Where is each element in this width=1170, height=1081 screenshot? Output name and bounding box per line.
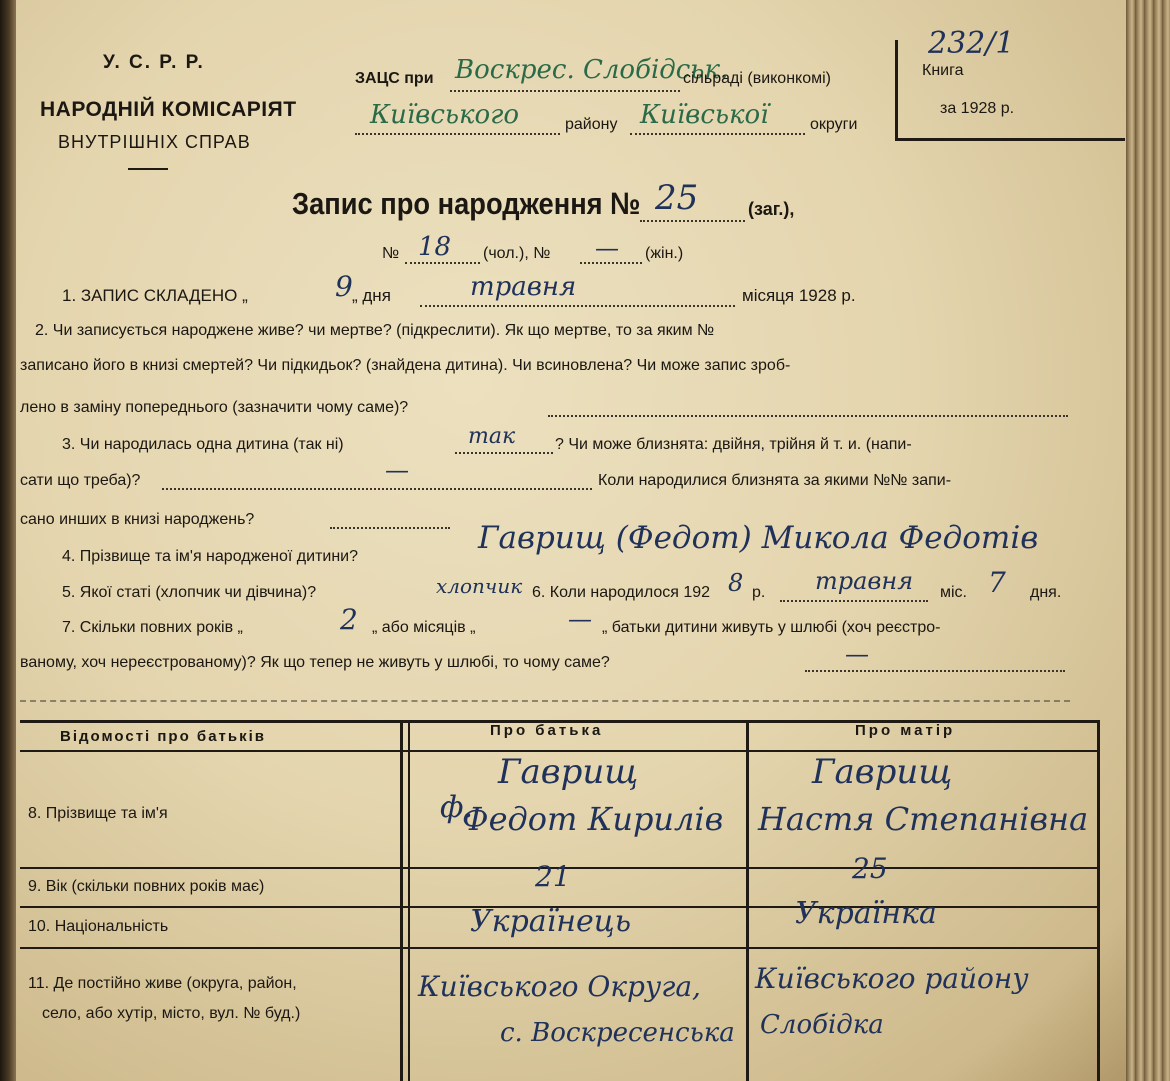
row10-mother-nationality: Українка <box>795 896 937 931</box>
table-right-border <box>1097 720 1100 1081</box>
row11-label-line2: село, або хутір, місто, вул. № буд.) <box>42 1005 301 1022</box>
zags-village-line <box>450 90 680 92</box>
q3-line3-fill <box>330 527 450 529</box>
book-box-left <box>895 40 898 140</box>
q4-label: 4. Прізвище та ім'я народженої дитини? <box>62 548 359 565</box>
q7-suffix: „ батьки дитини живуть у шлюбі (хоч реєстро- <box>602 619 941 636</box>
book-label: Книга <box>922 62 964 79</box>
q6-month-line <box>780 600 928 602</box>
internal-affairs-label: ВНУТРІШНІХ СПРАВ <box>58 132 251 152</box>
q7-months-label: „ або місяців „ <box>372 619 476 636</box>
q5-answer: хлопчик <box>436 574 523 598</box>
table-col1-border <box>400 720 403 1081</box>
ussr-label: У. С. Р. Р. <box>103 52 205 73</box>
q6-year: 8 <box>728 569 744 597</box>
row11-father-line2: с. Воскресенська <box>500 1018 735 1048</box>
q6-month-suffix: міс. <box>940 584 967 601</box>
q6-day-suffix: дня. <box>1030 584 1062 601</box>
row9-father-age: 21 <box>535 860 571 893</box>
row11-mother-line1: Київського району <box>755 962 1029 995</box>
row9-label: 9. Вік (скільки повних років має) <box>28 878 265 895</box>
q1-day-label: „ дня <box>352 286 391 305</box>
q3-line3: сано инших в книзі народжень? <box>20 511 255 528</box>
q1-month: травня <box>470 272 577 302</box>
row8-mother-name: Настя Степанівна <box>758 800 1089 838</box>
female-number-line <box>580 262 642 264</box>
q6-month: травня <box>815 567 914 595</box>
q7-label: 7. Скільки повних років „ <box>62 619 243 636</box>
q3-twins: ? Чи може близнята: двійня, трійня й т. и. (напи- <box>555 436 912 453</box>
q2-line3-fill <box>548 415 1068 417</box>
q7-line2-answer: — <box>845 640 869 668</box>
table-header-info: Відомості про батьків <box>60 728 266 745</box>
row10-label: 10. Національність <box>28 918 169 935</box>
q3-line2-answer: — <box>385 456 409 484</box>
okruh-label: округи <box>810 116 858 133</box>
q6-day: 7 <box>988 566 1006 599</box>
q2-line2: записано його в книзі смертей? Чи підкидьок? (знайдена дитина). Чи всиновлена? Чи може запис зроб- <box>20 357 791 374</box>
zags-prefix: ЗАЦС при <box>355 70 434 87</box>
male-no-prefix: № <box>382 245 400 262</box>
okruh-line <box>630 133 805 135</box>
q4-answer: Гаврищ (Федот) Микола Федотів <box>478 520 1039 556</box>
row8-mother-surname: Гаврищ <box>812 752 953 792</box>
table-row10-border <box>20 947 1100 949</box>
year-label: за 1928 р. <box>940 100 1015 117</box>
row8-father-surname: Гаврищ <box>498 752 639 792</box>
book-binding <box>0 0 16 1081</box>
q1-label: 1. ЗАПИС СКЛАДЕНО „ <box>62 286 248 305</box>
q7-extra-line <box>20 700 1070 702</box>
q3-label: 3. Чи народилась одна дитина (так ні) <box>62 436 344 453</box>
male-suffix: (чол.), № <box>483 245 551 262</box>
female-suffix: (жін.) <box>645 245 684 262</box>
q7-line2: ваному, хоч нереєстрованому)? Як що тепер не живуть у шлюбі, то чому саме? <box>20 654 610 671</box>
q3-line2-fill <box>162 488 592 490</box>
table-header-father: Про батька <box>490 722 604 739</box>
record-number-line <box>640 220 745 222</box>
q6-label: 6. Коли народилося 192 <box>532 584 711 601</box>
book-number-handwritten: 232/1 <box>928 26 1015 61</box>
record-suffix: (заг.), <box>748 199 795 219</box>
book-box-bottom <box>895 138 1125 141</box>
row8-father-prefix: ф. <box>440 790 474 825</box>
q1-month-line <box>420 305 735 307</box>
header-dash <box>128 168 168 170</box>
row9-mother-age: 25 <box>852 852 888 885</box>
row8-label: 8. Прізвище та ім'я <box>28 805 168 822</box>
q7-line2-fill <box>805 670 1065 672</box>
zags-suffix: сільраді (виконкомі) <box>683 70 831 87</box>
okruh-handwritten: Київської <box>640 100 769 130</box>
district-handwritten: Київського <box>370 100 520 130</box>
q6-year-suffix: р. <box>752 584 766 601</box>
table-header-mother: Про матір <box>855 722 956 739</box>
male-number-line <box>405 262 480 264</box>
q2-line3: лено в заміну попереднього (зазначити чому саме)? <box>20 399 409 416</box>
q3-answer-line <box>455 452 553 454</box>
row11-mother-line2: Слобідка <box>760 1010 884 1040</box>
row11-label-line1: 11. Де постійно живе (округа, район, <box>28 975 297 992</box>
commissariat-label: НАРОДНІЙ КОМІСАРІЯТ <box>40 98 297 121</box>
table-col2-border <box>746 720 749 1081</box>
q3-line2-twins: Коли народилися близнята за якими №№ запи- <box>598 472 952 489</box>
district-line <box>355 133 560 135</box>
table-col1-border-double <box>408 720 410 1081</box>
female-number: — <box>595 234 619 262</box>
male-number: 18 <box>418 232 452 262</box>
q7-months: — <box>568 605 592 633</box>
q3-answer: так <box>468 424 516 449</box>
q2-line1: 2. Чи записується народжене живе? чи мертве? (підкреслити). Як що мертве, то за яким № <box>35 322 715 339</box>
q3-line2: сати що треба)? <box>20 472 141 489</box>
row8-father-name: Федот Кирилів <box>462 800 724 838</box>
page-edges <box>1126 0 1170 1081</box>
q1-suffix: місяця 1928 р. <box>742 286 856 305</box>
record-number: 25 <box>655 178 699 218</box>
row10-father-nationality: Українець <box>470 904 632 939</box>
record-title: Запис про народження № <box>292 186 641 221</box>
row11-father-line1: Київського Округа, <box>418 970 701 1003</box>
q7-years: 2 <box>340 603 358 636</box>
q5-label: 5. Якої статі (хлопчик чи дівчина)? <box>62 584 317 601</box>
q1-day: 9 <box>335 270 353 303</box>
zags-village-handwritten: Воскрес. Слобідськ. <box>455 55 729 85</box>
district-label: району <box>565 116 618 133</box>
